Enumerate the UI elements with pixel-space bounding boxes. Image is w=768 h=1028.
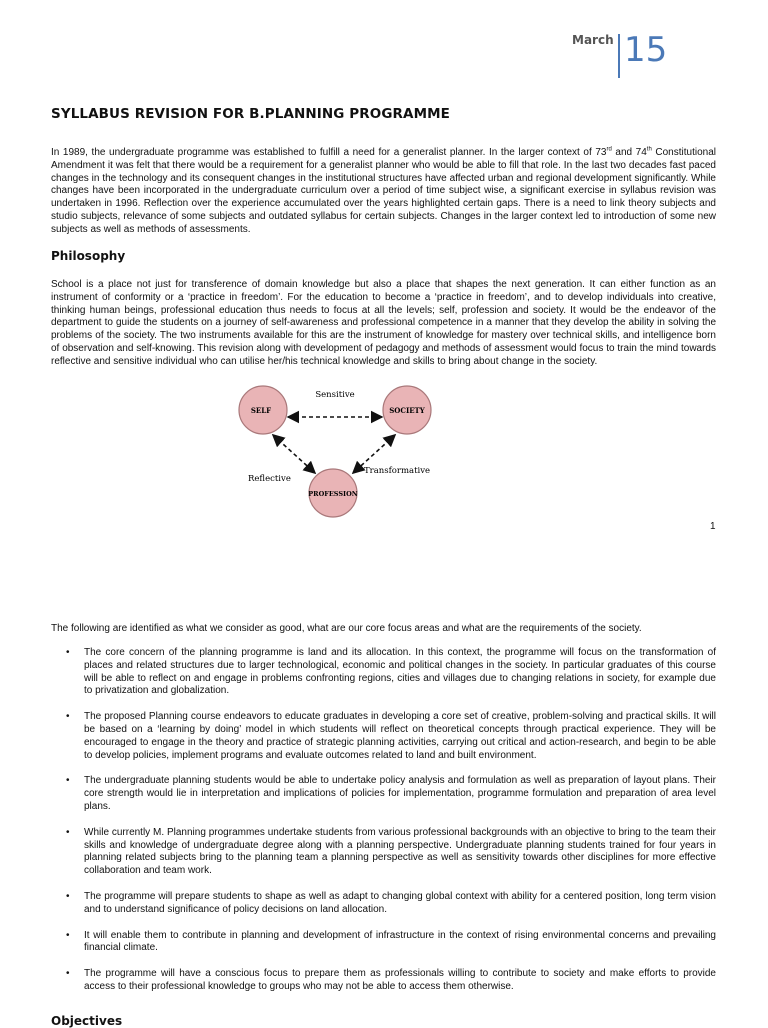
header-day: 15 [624, 30, 668, 70]
node-society-label: SOCIETY [389, 406, 425, 415]
philosophy-paragraph: School is a place not just for transference of domain knowledge but also a place that shapes the next generation. It can either function as an instrument of conformity or a ‘practice in freedom’. For the education to become a ‘practice in freedom’, and to develop individuals into creative, thinking human beings, professional education thus needs to focus at all the levels; self, profession and society. It would be the endeavor of the department to guide the students on a journey of self-awareness and professional competence in a manner that they develop the ability in solving the problems of the society. The two instruments available for this are the instrument of knowledge for mastery over technical skills, and intelligence born of observation and self-knowing. This revision along with development of pedagogy and methods of assessment would focus to train the mind towards reflective and sensitive individual who can utilise her/his technical knowledge and skills to bring about change in the society. [51, 279, 716, 367]
header-divider [618, 34, 620, 78]
list-item: • The undergraduate planning students would be able to undertake policy analysis and formulation as well as preparation of layout plans. Their core strength would lie in interpretation and implications of policies for implementation, programme formulation and preparation of area level plans. [51, 775, 716, 813]
edge-label-reflective: Reflective [248, 474, 291, 484]
intro-paragraph: In 1989, the undergraduate programme was established to fulfill a need for a generalist planner. In the larger context of 73rd and 74th Constitutional Amendment it was felt that there would be a requirement for a generalist planner who would be able to fill that role. In the last two decades fast paced changes in the technology and its consequent changes in the institutional structures have affected urban and regional development significantly. While changes have been incorporated in the undergraduate curriculum over a period of time subject wise, a significant exercise in syllabus revision was undertaken in 1996. Reflection over the experience accumulated over the years highlighted certain gaps. There is a need to link theory subjects and studio subjects, relevance of some subjects and outdated syllabus for certain subjects. Changes in the larger context led to introduction of some new subjects as well as methods of assessments. [51, 146, 716, 235]
document-title: SYLLABUS REVISION FOR B.PLANNING PROGRAMME [51, 106, 450, 122]
node-profession-label: PROFESSION [308, 490, 358, 498]
edge-label-transformative: Transformative [364, 466, 431, 476]
focus-intro: The following are identified as what we consider as good, what are our core focus areas and what are the requirements of the society. [51, 623, 642, 634]
philosophy-heading: Philosophy [51, 249, 126, 263]
focus-list [51, 647, 716, 1007]
node-self-label: SELF [250, 406, 272, 415]
header-month: March [572, 33, 614, 47]
list-item: • It will enable them to contribute in planning and development of infrastructure in the context of rising environmental concerns and prevailing financial climate. [51, 930, 716, 956]
list-item: • The programme will prepare students to shape as well as adapt to changing global context with ability for a centered position, long term vision and to understand significance of policy decisions on land allocation. [51, 891, 716, 917]
edge-label-sensitive: Sensitive [315, 390, 355, 400]
edge-self-profession [273, 435, 315, 473]
objectives-heading: Objectives [51, 1014, 123, 1028]
list-item: • The proposed Planning course endeavors to educate graduates in developing a core set of creative, problem-solving and practical skills. It will be based on a ‘learning by doing’ model in which students will reflect on theoretical concepts through practical experience. They will be encouraged to engage in the theory and practice of strategic planning activities, carrying out critical and action-research, and begin to be able to develop policies, implement programs and evaluate outcomes related to land and built environment. [51, 711, 716, 762]
header-date [560, 28, 680, 84]
page-number: 1 [710, 521, 716, 532]
list-item: • The core concern of the planning programme is land and its allocation. In this context, the programme will focus on the transformation of places and related structures due to larger technological, economic and political changes in the society. In particular graduates of this course will be able to reflect on and engage in problems confronting regions, cities and villages due to changing relations in society, for example due to privatization and globalization. [51, 647, 716, 698]
list-item: • The programme will have a conscious focus to prepare them as professionals willing to contribute to society and make efforts to provide access to their professional knowledge to groups who may not be able to access them otherwise. [51, 968, 716, 994]
self-society-profession-diagram [230, 383, 440, 523]
list-item: • While currently M. Planning programmes undertake students from various professional backgrounds with an objective to bring to the team their skills and knowledge of undergraduate degree along with a planning perspective. Undergraduate planning students trained for four years in planning related subjects bring to the planning team a planning perspective as well as sensitivity towards other disciplines for more effective collaboration and team work. [51, 827, 716, 878]
